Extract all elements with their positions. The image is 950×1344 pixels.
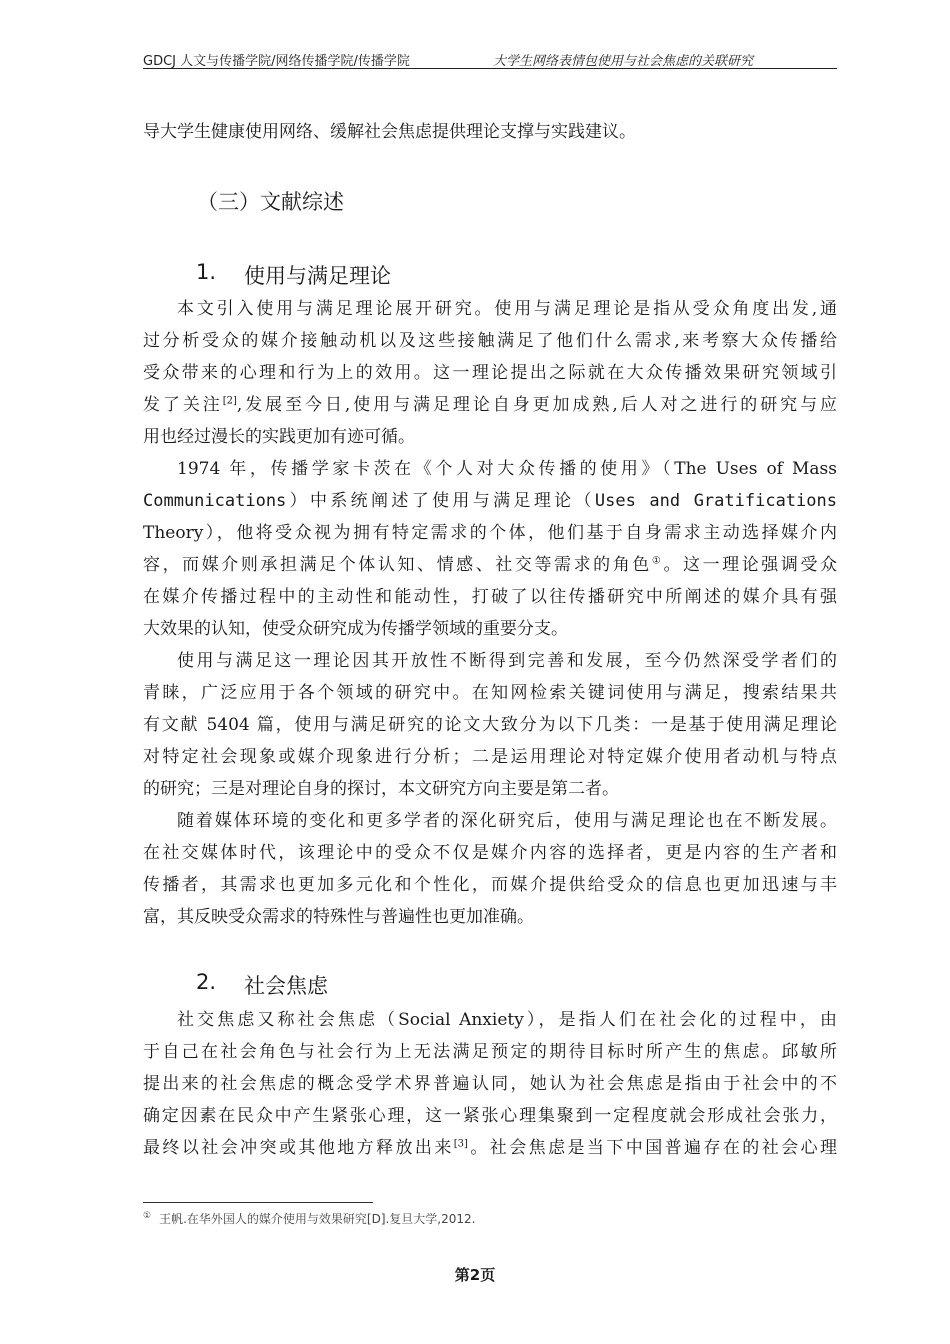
footnote-text: 王帆.在华外国人的媒介使用与效果研究[D].复旦大学,2012. [159, 1212, 476, 1226]
paragraph-line: 提出来的社会焦虑的概念受学术界普遍认同，她认为社会焦虑是指由于社会中的不 [143, 1074, 837, 1094]
paragraph-line: 1974 年，传播学家卡茨在《个人对大众传播的使用》（The Uses of Mass [177, 459, 837, 479]
paragraph-line [143, 393, 837, 417]
paragraph-line: 大效果的认知，使受众研究成为传播学领域的重要分支。 [143, 619, 568, 639]
subsection-number: 1. [196, 260, 217, 284]
paragraph-line: 传播者，其需求也更加多元化和个性化，而媒介提供给受众的信息也更加迅速与丰 [143, 875, 837, 895]
intro-line: 导大学生健康使用网络、缓解社会焦虑提供理论支撑与实践建议。 [143, 122, 636, 142]
paragraph-text: 。这一理论强调受众 [663, 555, 838, 575]
paragraph-text: ,发展至今日,使用与满足理论自身更加成熟,后人对之进行的研究与应 [236, 395, 837, 415]
paragraph-line: 本文引入使用与满足理论展开研究。使用与满足理论是指从受众角度出发,通 [177, 299, 837, 319]
paragraph-line [143, 553, 837, 577]
paragraph-line: Communications）中系统阐述了使用与满足理论（Uses and Gratifications [143, 491, 837, 511]
page-number: 第2页 [454, 1266, 496, 1284]
section-title: （三）文献综述 [197, 190, 344, 214]
paragraph-line: 对特定社会现象或媒介现象进行分析；二是运用理论对特定媒介使用者动机与特点 [143, 747, 837, 767]
subsection-title: 使用与满足理论 [244, 264, 391, 288]
footnote-mark: ① [143, 1211, 152, 1221]
paragraph-line: 在社交媒体时代，该理论中的受众不仅是媒介内容的选择者，更是内容的生产者和 [143, 843, 837, 863]
footnote-ref: ① [651, 555, 664, 567]
paragraph-text: 容，而媒介则承担满足个体认知、情感、社交等需求的角色 [143, 555, 652, 575]
paragraph-line: 于自己在社会角色与社会行为上无法满足预定的期待目标时所产生的焦虑。邱敏所 [143, 1042, 837, 1062]
citation-ref: [3] [453, 1138, 468, 1150]
paragraph-line: 社交焦虑又称社会焦虑（Social Anxiety），是指人们在社会化的过程中，由 [177, 1010, 837, 1030]
paragraph-line [143, 1136, 837, 1160]
paragraph-text: 最终以社会冲突或其他地方释放出来 [143, 1138, 454, 1158]
header-institution: GDCJ 人文与传播学院/网络传播学院/传播学院 [143, 54, 410, 69]
paragraph-line: 在媒介传播过程中的主动性和能动性，打破了以往传播研究中所阐述的媒介具有强 [143, 587, 837, 607]
paragraph-text: 。社会焦虑是当下中国普遍存在的社会心理 [467, 1138, 838, 1158]
footnote-divider [143, 1202, 373, 1203]
subsection-title: 社会焦虑 [244, 974, 328, 998]
header-paper-title: 大学生网络表情包使用与社会焦虑的关联研究 [493, 54, 754, 69]
footnote [143, 1210, 475, 1227]
paragraph-line: 青睐，广泛应用于各个领域的研究中。在知网检索关键词使用与满足，搜索结果共 [143, 683, 837, 703]
paragraph-line: 有文献 5404 篇，使用与满足研究的论文大致分为以下几类：一是基于使用满足理论 [143, 715, 837, 735]
paragraph-line: 的研究；三是对理论自身的探讨，本文研究方向主要是第二者。 [143, 779, 619, 799]
citation-ref: [2] [222, 395, 237, 407]
paragraph-line: 用也经过漫长的实践更加有迹可循。 [143, 427, 415, 447]
paragraph-line: 富，其反映受众需求的特殊性与普遍性也更加准确。 [143, 907, 534, 927]
page-header [143, 48, 837, 69]
paragraph-text: 发了关注 [143, 395, 223, 415]
paragraph-line: 随着媒体环境的变化和更多学者的深化研究后，使用与满足理论也在不断发展。 [177, 811, 837, 831]
paragraph-line: 使用与满足这一理论因其开放性不断得到完善和发展，至今仍然深受学者们的 [177, 651, 837, 671]
paragraph-line: 受众带来的心理和行为上的效用。这一理论提出之际就在大众传播效果研究领域引 [143, 363, 837, 383]
subsection-number: 2. [196, 970, 217, 994]
paragraph-line: 确定因素在民众中产生紧张心理，这一紧张心理集聚到一定程度就会形成社会张力， [143, 1106, 837, 1126]
paragraph-line: Theory），他将受众视为拥有特定需求的个体，他们基于自身需求主动选择媒介内 [143, 523, 837, 543]
paragraph-line: 过分析受众的媒介接触动机以及这些接触满足了他们什么需求,来考察大众传播给 [143, 331, 837, 351]
